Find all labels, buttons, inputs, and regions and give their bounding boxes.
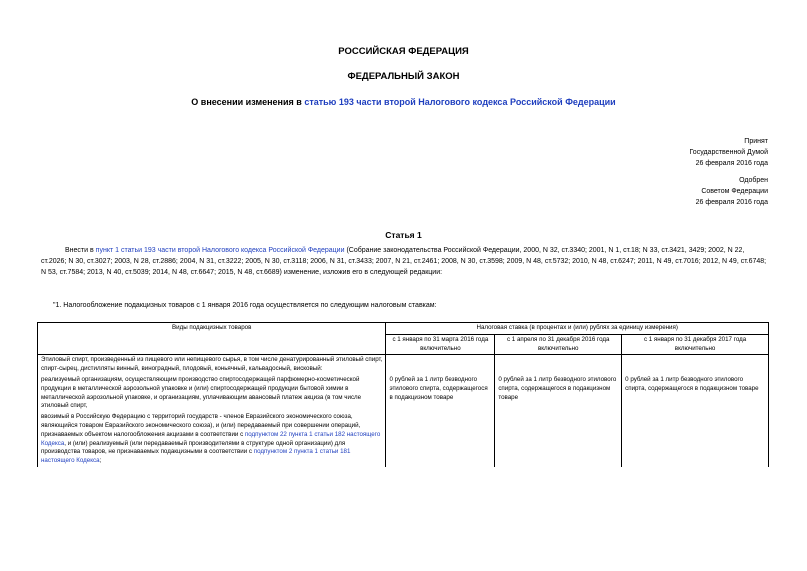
law-title xyxy=(0,97,807,107)
article-heading: Статья 1 xyxy=(385,230,422,240)
table-row xyxy=(38,375,769,412)
intro-prefix: Внести в xyxy=(65,247,96,254)
approved-block xyxy=(696,175,768,208)
rate-cell: 0 рублей за 1 литр безводного этилового спирта, содержащегося в подакцизном товаре xyxy=(386,375,495,412)
rate-cell: 0 рублей за 1 литр безводного этилового спирта, содержащегося в подакцизном товаре xyxy=(495,375,622,412)
intro-link[interactable]: пункт 1 статьи 193 части второй Налогового кодекса Российской Федерации xyxy=(95,247,345,254)
title-article-link[interactable]: статью 193 части второй Налогового кодекса Российской Федерации xyxy=(304,97,616,107)
accepted-line: Принят xyxy=(744,138,768,145)
accepted-body: Государственной Думой xyxy=(689,149,768,156)
intro-paragraph xyxy=(41,245,768,278)
goods-cell xyxy=(38,412,386,467)
subparagraph-2-link[interactable]: подпунктом 2 пункта 1 статьи 181 настоящего Кодекса xyxy=(41,448,351,465)
rate-cell xyxy=(495,412,622,467)
intro-rest: (Собрание законодательства Российской Федерации, 2000, N 32, ст.3340; 2001, N 1, ст.18; N 33, ст.3421, 3429; 2002, N 22, ст.2026; N 30, ст.3027; 2003, N 28, ст.2886; 2004, N 31, ст.3222; 2005, N 30, ст.3118; 2006, N 31, ст.3433; 2007, N 21, ст.2461; 2008, N 30, ст.3598; 2009, N 48, ст.5732; 2010, N 48, ст.6247; 2011, N 49, ст.7016; 2012, N 49, ст.6748; N 53, ст.7584; 2013, N 40, ст.5039; 2014, N 48, ст.6647; 2015, N 48, ст.6689) изменение, изложив его в следующей редакции: xyxy=(41,247,767,276)
col-header-period: с 1 апреля по 31 декабря 2016 года включительно xyxy=(495,334,622,355)
rate-cell xyxy=(386,412,495,467)
rate-cell xyxy=(622,412,769,467)
goods-cell: реализуемый организациям, осуществляющим производство спиртосодержащей парфюмерно-косметической продукции в металлической аэрозольной упаковке и (или) спиртосодержащей продукции бытовой химии в металлической аэрозольной упаковке, и организациям, уплачивающим авансовый платеж акциза (в том числе этиловый спирт, xyxy=(38,375,386,412)
title-prefix: О внесении изменения в xyxy=(191,97,305,107)
col-header-rate: Налоговая ставка (в процентах и (или) рублях за единицу измерения) xyxy=(386,323,769,335)
accepted-date: 26 февраля 2016 года xyxy=(695,160,768,167)
subparagraph-22-link[interactable]: подпунктом 22 пункта 1 статьи 182 настоящего Кодекса xyxy=(41,430,381,447)
goods-text: , и (или) реализуемый (или передаваемый производителями в структуре одной организации) для производства товаров, не признаваемых подакцизными в соответствии с xyxy=(41,439,346,456)
rate-cell xyxy=(386,355,495,375)
approved-date: 26 февраля 2016 года xyxy=(695,199,768,206)
paragraph-1: "1. Налогообложение подакцизных товаров с 1 января 2016 года осуществляется по следующим налоговым ставкам: xyxy=(53,302,437,309)
table-row xyxy=(38,355,769,375)
col-header-goods: Виды подакцизных товаров xyxy=(38,323,386,355)
rate-cell xyxy=(622,355,769,375)
tax-rate-table xyxy=(37,322,769,467)
country-heading: РОССИЙСКАЯ ФЕДЕРАЦИЯ xyxy=(338,46,469,57)
rate-cell xyxy=(495,355,622,375)
accepted-block xyxy=(689,136,768,169)
goods-cell: Этиловый спирт, произведенный из пищевого или непищевого сырья, в том числе денатурированный этиловый спирт, спирт-сырец, дистилляты винный, виноградный, плодовый, коньячный, кальвадосный, висковый: xyxy=(38,355,386,375)
table-row xyxy=(38,412,769,467)
rate-cell: 0 рублей за 1 литр безводного этилового спирта, содержащегося в подакцизном товаре xyxy=(622,375,769,412)
approved-line: Одобрен xyxy=(739,177,768,184)
goods-text: ввозимый в Российскую Федерацию с территорий государств - членов Евразийского экономического союза, являющийся товаром Евразийского экономического союза), и (или) передаваемый при совершении операций, признаваемых объектом налогообложения акцизами в соответствии с xyxy=(41,413,361,438)
col-header-period: с 1 января по 31 декабря 2017 года включительно xyxy=(622,334,769,355)
goods-text: ; xyxy=(99,457,102,465)
approved-body: Советом Федерации xyxy=(701,188,768,195)
col-header-period: с 1 января по 31 марта 2016 года включительно xyxy=(386,334,495,355)
doc-type-heading: ФЕДЕРАЛЬНЫЙ ЗАКОН xyxy=(347,71,460,82)
